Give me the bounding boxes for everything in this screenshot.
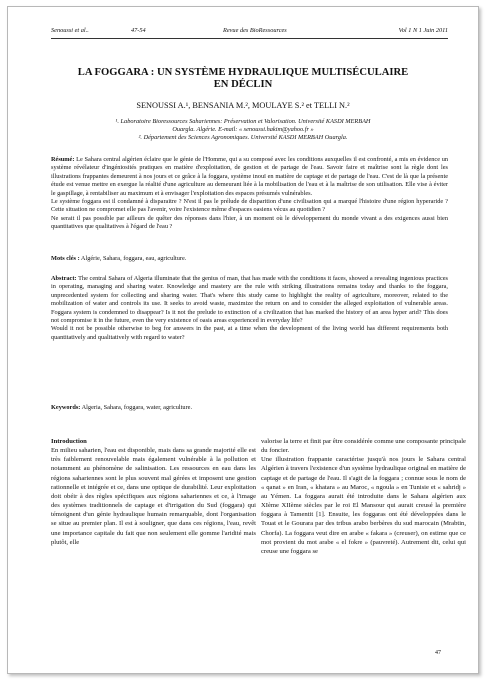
abstract-label: Abstract: (51, 275, 77, 282)
title-line-1: LA FOGGARA : UN SYSTÈME HYDRAULIQUE MULTISÉCULAIRE (77, 67, 409, 78)
column-right (261, 437, 466, 556)
abstract-paragraph-1: The central Sahara of Algeria illuminate that the genius of man, that has made with the conditions it faces, showed a revealing ingenious practices in operating, managing and sharing water. Knowledge and mastery are the rule with striking illustrations remains today and thanks to the foggara, unprecedented system for collecting and sharing water. That's where this study came to highlight the reality of agriculture, moreover, related to the mobilization of water and controls its use. It seeks to avoid waste, maximize the return on and to consider the alleged exploitation of vulnerable areas. Foggara system is condemned to disappear? Is it not the prelude to extinction of a civilization that has marked the history of an area hyper arid? This does not compromise it in the future, even the very existence of oasis areas experienced in everyday life? (51, 275, 448, 325)
header-authors: Senoussi et al.. (51, 27, 89, 34)
resume-paragraph-3: Ne serait il pas possible par ailleurs de quêter des réponses dans l'hier, à un moment où le développement du monde vivant a des exigences aussi bien quantitatives que qualitatives à l'égard de l'eau ? (51, 214, 448, 231)
introduction-paragraph-1: En milieu saharien, l'eau est disponible, mais dans sa grande majorité elle est très faiblement renouvelable mais également vulnérable à la pollution et notamment au phénomène de salinisation. Les ressources en eau dans les régions sahariennes sont le plus souvent mal gérées et imposent une gestion rationnelle et intégrée et ce, dans une optique de durabilité. Leur exploitation doit obéir à des règles spécifiques aux régions sahariennes et ce, à l'image des systèmes traditionnels de captage et d'irrigation du Sud (foggara) qui témoignent d'un génie hydraulique humain remarquable, dont l'organisation se situe au premier plan. Il est à souligner, que dans ces régions, l'eau, revêt une importance capitale du fait que non seulement elle gomme l'aridité mais plutôt, elle (51, 447, 256, 546)
introduction-paragraph-2: valorise la terre et finit par être considérée comme une composante principale du foncier. (261, 438, 466, 455)
paper-title (48, 67, 438, 90)
abstract-paragraph-2: Would it not be possible otherwise to beg for answers in the past, at a time when the development of the living world has different requirements both quantitatively and qualitatively with regard to water? (51, 325, 448, 341)
page-number: 47 (435, 650, 441, 656)
title-line-2: EN DÉCLIN (213, 78, 273, 90)
author-list: SENOUSSI A.¹, BENSANIA M.², MOULAYE S.² et TELLI N.² (136, 101, 350, 110)
introduction-paragraph-3: Une illustration frappante caractérise jusqu'à nos jours le Sahara central Algérien à travers l'existence d'un système hydraulique original en matière de captage et de partage de l'eau. Il s'agit de la foggara ; connue sous le nom de « qanat » en Iran, « khatara » au Maroc, « ngoula » en Tunisie et « sahridj » au Yémen. La foggara aurait été introduite dans le Sahara algérien aux XIème XIIème siècles par le roi El Mansour qui aurait creusé la première foggara à Tamentit [1]. Ensuite, les foggaras ont été développées dans le Touat et le Gourara par des tribus arabo berbères du sud marocain (Mrabtin, Chorfa). La foggara veut dire en arabe « fakara » (creuser), on estime que ce mot provient du mot arabe « el fokre » (pauvreté). Autrement dit, celui qui creuse une foggara se (261, 456, 466, 555)
header-divider (51, 38, 448, 39)
resume-paragraph-1: Le Sahara central algérien éclaire que le génie de l'Homme, qui a su composé avec les conditions auxquelles il est confronté, a mis en évidence un système révélateur d'ingéniosités pratiques en matière d'exploitation, de gestion et de partage de l'eau. Savoir faire et maîtrise sont la règle dont les illustrations frappantes demeurent à nos jours et ce grâce à la foggara, système inouï en matière de captage et de partage de l'eau. C'est de là que la présente étude est venue mettre en exergue la réalité d'une agriculture au demeurant liée à la mobilisation de l'eau et à la maîtrise de son utilisation. Elle vise à éviter le gaspillage, à rentabiliser au maximum et à envisager l'exploitation des espaces présumés vulnérables. (51, 156, 448, 197)
resume-label: Résumé: (51, 156, 75, 163)
affiliations (68, 118, 418, 142)
introduction-heading: Introduction (51, 438, 87, 445)
keywords-label: Keywords: (51, 404, 81, 411)
keywords-section (51, 404, 448, 412)
paper-page (7, 6, 479, 674)
affiliation-line-2: Ouargla. Algérie. E-mail: « senoussi.hakim@yahoo.fr » (172, 126, 314, 133)
mots-cles-text: Algérie, Sahara, foggara, eau, agriculture. (79, 255, 187, 262)
running-header (51, 27, 448, 37)
resume-section (51, 156, 448, 232)
affiliation-line-3: ². Département des Sciences Agronomiques. Université KASDI MERBAH Ouargla. (138, 134, 348, 141)
keywords-text: Algeria, Sahara, foggara, water, agriculture. (80, 404, 193, 411)
mots-cles-label: Mots clés : (51, 255, 80, 262)
affiliation-line-1: ¹. Laboratoire Bioressources Sahariennes: Préservation et Valorisation. Université KASDI MERBAH (115, 118, 371, 125)
abstract-section (51, 275, 448, 342)
mots-cles-section (51, 255, 448, 263)
column-left (51, 437, 256, 547)
header-volume: Vol 1 N 1 Juin 2011 (398, 27, 448, 34)
resume-paragraph-2: Le système foggara est il condamné à disparaitre ? N'est il pas le prélude de disparition d'une civilisation qui a marqué l'histoire d'une région hyperaride ? Cette situation ne compromet elle pas l'avenir, voire l'existence même d'espaces oasiens vécus au quotidien ? (51, 198, 448, 214)
header-pages: 47-54 (131, 27, 146, 34)
header-journal: Revue des BioRessources (223, 27, 287, 34)
